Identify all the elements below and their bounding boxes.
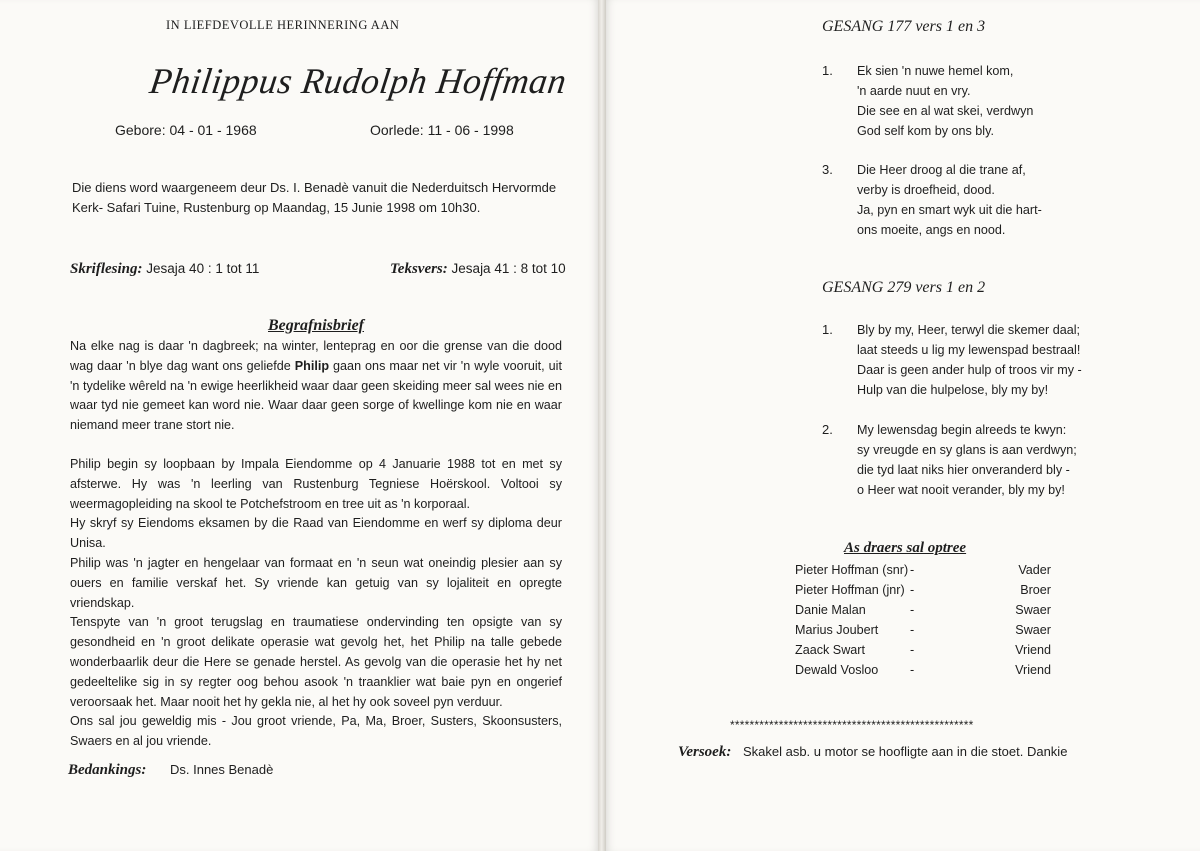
bearer-relation: Vriend bbox=[1015, 663, 1051, 677]
bearer-row bbox=[795, 600, 1053, 620]
verse-line: Die see en al wat skei, verdwyn bbox=[857, 104, 1034, 118]
request-label: Versoek: bbox=[678, 744, 732, 760]
bearer-name: Dewald Vosloo bbox=[795, 663, 879, 677]
letter-paragraph: Philip was 'n jagter en hengelaar van formaat en 'n seun wat oneindig plesier aan sy ouers en familie verskaf het. Sy vriende kan getuig van sy lojaliteit en opregte vriendskap. bbox=[70, 555, 562, 610]
verse-number: 1. bbox=[822, 63, 833, 78]
request-value: Skakel asb. u motor se hoofligte aan in die stoet. Dankie bbox=[742, 744, 1068, 759]
bearer-row bbox=[795, 620, 1053, 640]
bearer-name: Pieter Hoffman (snr) bbox=[795, 563, 909, 577]
bearer-row bbox=[795, 660, 1053, 680]
verse-lines bbox=[857, 61, 1033, 141]
verse-lines bbox=[857, 160, 1042, 240]
verse-number: 2. bbox=[822, 422, 833, 437]
text-verse-value: Jesaja 41 : 8 tot 10 bbox=[451, 261, 566, 276]
letter-paragraph: Hy skryf sy Eiendoms eksamen by die Raad van Eiendomme en werf sy diploma deur Unisa. bbox=[70, 516, 562, 551]
star-divider: ************************************************** bbox=[730, 718, 974, 732]
letter-paragraph: Tenspyte van 'n groot terugslag en traumatiese ondervinding ten opsigte van sy gesondheid en 'n groot delikate operasie wat gevolg het, het Philip na talle gebede wonderbaarlik deur die Here se genade herstel. As gevolg van die operasie het hy net gedeeltelike sig in sy regter oog behou asook 'n traanklier wat baie pyn en ongerief veroorsaak het. Maar nooit het hy gekla nie, al het hy ook soveel pyn verduur. bbox=[70, 615, 562, 709]
bearer-relation: Vader bbox=[1018, 563, 1051, 577]
verse-line: Hulp van die hulpelose, bly my by! bbox=[857, 383, 1049, 397]
verse-number: 1. bbox=[822, 322, 833, 337]
verse-line: My lewensdag begin alreeds te kwyn: bbox=[857, 423, 1067, 437]
verse-lines bbox=[857, 320, 1082, 400]
letter-p1-start: Na elke nag is daar 'n dagbreek; na winter, lenteprag en oor die grense van die dood wag daar 'n blye dag want ons geliefde bbox=[70, 339, 562, 373]
verse-line: God self kom by ons bly. bbox=[857, 124, 994, 138]
bearer-name: Danie Malan bbox=[795, 603, 866, 617]
verse-line: die tyd laat niks hier onveranderd bly - bbox=[857, 463, 1070, 477]
scripture-label: Skriflesing: bbox=[70, 261, 143, 277]
bearer-dash: - bbox=[910, 623, 915, 637]
letter-title: Begrafnisbrief bbox=[268, 317, 364, 334]
letter-p1-end: gaan ons maar net vir 'n wyle vooruit, uit 'n tydelike wêreld na 'n ewige heerlikheid waar daar geen skeiding meer sal wees nie en waar tyd nie gemeet kan word nie. Waar daar geen sorge of kwellinge kom nie en waar niemand meer trane stort nie. bbox=[70, 358, 562, 433]
hymn-title: GESANG 177 vers 1 en 3 bbox=[822, 18, 986, 35]
letter-paragraph bbox=[70, 337, 562, 436]
page-fold bbox=[598, 0, 606, 851]
bearer-dash: - bbox=[910, 663, 915, 677]
hymn-title: GESANG 279 vers 1 en 2 bbox=[822, 279, 986, 296]
verse-line: laat steeds u lig my lewenspad bestraal! bbox=[857, 343, 1081, 357]
letter-paragraph: Philip begin sy loopbaan by Impala Eiendomme op 4 Januarie 1988 tot en met sy afsterwe. Hy was 'n leerling van Rustenburg Tegniese Hoërskool. Voltooi sy weermagopleiding na skool te Potchefstroom en tree uit as 'n korporaal. bbox=[70, 456, 562, 511]
bearer-relation: Swaer bbox=[1015, 603, 1051, 617]
death-date bbox=[370, 122, 514, 138]
deceased-name: Philippus Rudolph Hoffman bbox=[147, 61, 570, 101]
letter-body bbox=[70, 337, 562, 752]
letter-paragraph: Ons sal jou geweldig mis - Jou groot vriende, Pa, Ma, Broer, Susters, Skoonsusters, Swaers en al jou vriende. bbox=[70, 714, 562, 749]
bearer-row bbox=[795, 560, 1053, 580]
bearer-name: Marius Joubert bbox=[795, 623, 879, 637]
scripture-reading bbox=[70, 261, 259, 278]
died-value: 11 - 06 - 1998 bbox=[427, 122, 514, 138]
scripture-value: Jesaja 40 : 1 tot 11 bbox=[146, 261, 260, 276]
text-verse bbox=[390, 261, 566, 278]
bearer-dash: - bbox=[910, 603, 915, 617]
verse-lines bbox=[857, 420, 1077, 500]
verse-line: Daar is geen ander hulp of troos vir my - bbox=[857, 363, 1082, 377]
service-details: Die diens word waargeneem deur Ds. I. Benadè vanuit die Nederduitsch Hervormde Kerk- Safari Tuine, Rustenburg op Maandag, 15 Junie 1998 om 10h30. bbox=[72, 180, 557, 215]
bearers-title: As draers sal optree bbox=[844, 540, 967, 556]
thanks-value: Ds. Innes Benadè bbox=[169, 762, 274, 777]
bearer-relation: Swaer bbox=[1015, 623, 1051, 637]
verse-line: Bly by my, Heer, terwyl die skemer daal; bbox=[857, 323, 1081, 337]
died-label: Oorlede: bbox=[370, 122, 424, 138]
text-verse-label: Teksvers: bbox=[390, 261, 448, 277]
verse-line: Die Heer droog al die trane af, bbox=[857, 163, 1026, 177]
letter-p1-name: Philip bbox=[294, 358, 330, 373]
bearer-relation: Vriend bbox=[1015, 643, 1051, 657]
bearers-list bbox=[795, 560, 1053, 680]
bearer-name: Pieter Hoffman (jnr) bbox=[795, 583, 905, 597]
verse-line: ons moeite, angs en nood. bbox=[857, 223, 1006, 237]
bearer-name: Zaack Swart bbox=[795, 643, 865, 657]
acknowledgements bbox=[68, 762, 273, 779]
verse-line: sy vreugde en sy glans is aan verdwyn; bbox=[857, 443, 1077, 457]
bearer-dash: - bbox=[910, 643, 915, 657]
birth-date bbox=[115, 122, 257, 138]
thanks-label: Bedankings: bbox=[68, 762, 147, 778]
verse-number: 3. bbox=[822, 162, 833, 177]
bearer-row bbox=[795, 640, 1053, 660]
born-label: Gebore: bbox=[115, 122, 166, 138]
verse-line: verby is droefheid, dood. bbox=[857, 183, 995, 197]
memorial-heading: IN LIEFDEVOLLE HERINNERING AAN bbox=[166, 18, 400, 32]
bearer-dash: - bbox=[910, 583, 915, 597]
verse-line: Ek sien 'n nuwe hemel kom, bbox=[857, 64, 1014, 78]
request-note bbox=[678, 744, 1067, 761]
bearer-row bbox=[795, 580, 1053, 600]
born-value: 04 - 01 - 1968 bbox=[169, 122, 257, 138]
verse-line: o Heer wat nooit verander, bly my by! bbox=[857, 483, 1065, 497]
verse-line: 'n aarde nuut en vry. bbox=[857, 84, 971, 98]
bearer-dash: - bbox=[910, 563, 915, 577]
bearer-relation: Broer bbox=[1020, 583, 1051, 597]
verse-line: Ja, pyn en smart wyk uit die hart- bbox=[857, 203, 1042, 217]
